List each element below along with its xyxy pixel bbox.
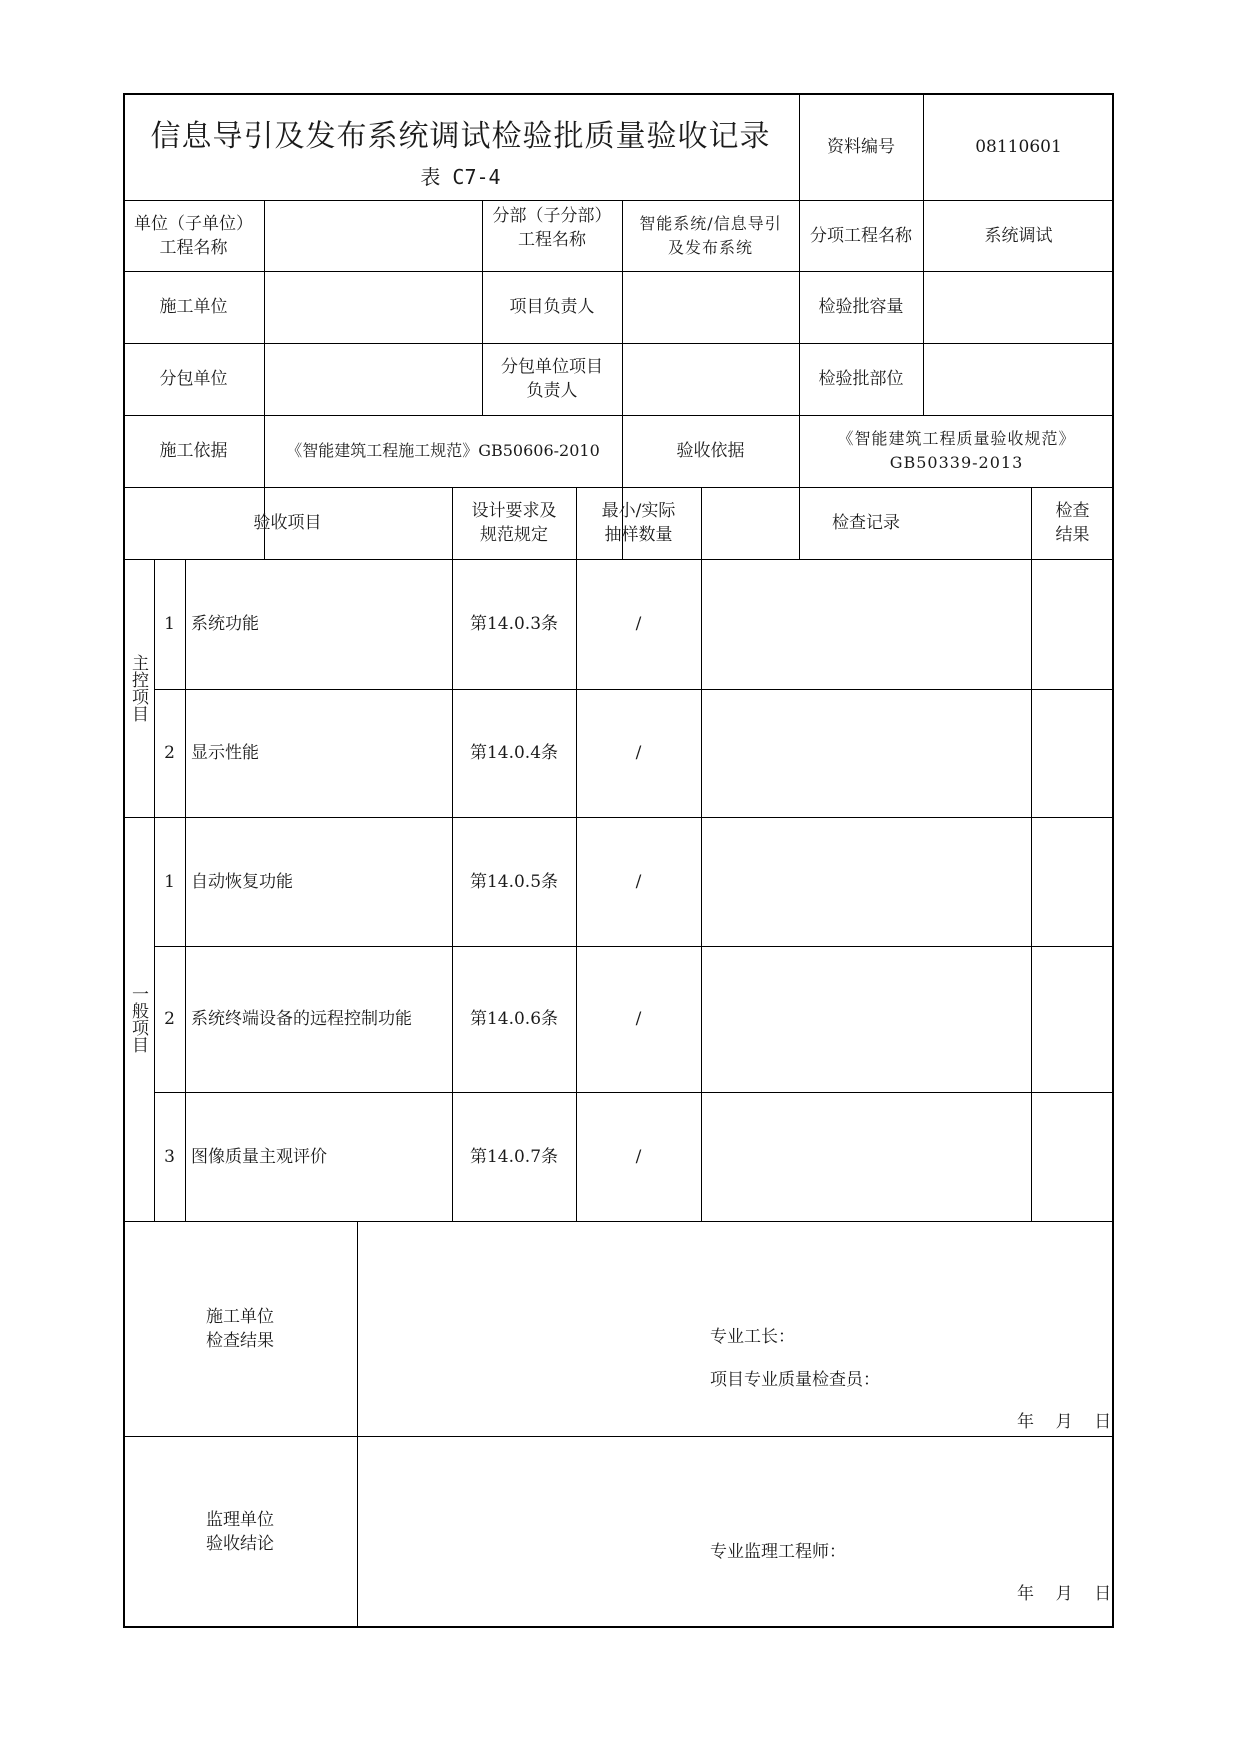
contractor-check-date[interactable]: 年 月 日 bbox=[1017, 1412, 1112, 1432]
contractor-check-label: 施工单位 检查结果 bbox=[206, 1306, 274, 1351]
item-sample[interactable]: / bbox=[635, 1146, 642, 1167]
item-clause: 第14.0.4条 bbox=[469, 743, 559, 763]
item-name: 系统终端设备的远程控制功能 bbox=[191, 1009, 412, 1029]
unit-name-label: 单位（子单位） 工程名称 bbox=[134, 213, 253, 258]
item-result[interactable] bbox=[1031, 689, 1114, 817]
item-sample[interactable]: / bbox=[635, 1009, 642, 1029]
item-record[interactable] bbox=[701, 689, 1031, 817]
row-number: 3 bbox=[164, 1146, 175, 1167]
col-header-sample: 最小/实际 抽样数量 bbox=[601, 501, 676, 545]
item-result[interactable] bbox=[1031, 946, 1114, 1092]
item-result[interactable] bbox=[1031, 1092, 1114, 1221]
col-header-result: 检查 结果 bbox=[1055, 501, 1090, 545]
item-result[interactable] bbox=[1031, 559, 1114, 689]
batch-capacity-value[interactable] bbox=[923, 271, 1114, 343]
contractor-value[interactable] bbox=[264, 271, 482, 343]
form-code: 表 C7-4 bbox=[420, 165, 501, 189]
item-result[interactable] bbox=[1031, 817, 1114, 946]
item-clause: 第14.0.5条 bbox=[469, 871, 559, 892]
row-number: 2 bbox=[164, 743, 175, 763]
subcontractor-label: 分包单位 bbox=[159, 369, 228, 389]
row-number: 1 bbox=[164, 614, 175, 634]
batch-capacity-label: 检验批容量 bbox=[818, 297, 904, 317]
acceptance-basis-label: 验收依据 bbox=[676, 441, 745, 461]
batch-location-label: 检验批部位 bbox=[818, 369, 904, 389]
col-header-design: 设计要求及 规范规定 bbox=[471, 501, 557, 545]
doc-no-label: 资料编号 bbox=[827, 136, 895, 157]
construction-basis-value[interactable]: 《智能建筑工程施工规范》GB50606-2010 bbox=[286, 441, 600, 460]
item-name: 系统功能 bbox=[191, 614, 259, 634]
contractor-label: 施工单位 bbox=[159, 297, 228, 317]
subdivision-value[interactable]: 智能系统/信息导引 及发布系统 bbox=[639, 213, 782, 257]
item-sample[interactable]: / bbox=[635, 871, 642, 892]
row-number: 1 bbox=[164, 871, 175, 892]
col-header-record: 检查记录 bbox=[832, 513, 900, 533]
subdivision-label: 分部（子分部） 工程名称 bbox=[492, 206, 612, 250]
item-name: 显示性能 bbox=[191, 743, 259, 763]
sub-project-manager-value[interactable] bbox=[622, 343, 799, 415]
inspection-record-form bbox=[123, 93, 1114, 1628]
acceptance-basis-value[interactable]: 《智能建筑工程质量验收规范》 GB50339-2013 bbox=[837, 429, 1076, 472]
supervising-engineer-signature-label[interactable]: 专业监理工程师： bbox=[710, 1542, 846, 1562]
subcontractor-value[interactable] bbox=[264, 343, 482, 415]
supervisor-check-date[interactable]: 年 月 日 bbox=[1017, 1584, 1112, 1604]
sub-project-manager-label: 分包单位项目 负责人 bbox=[501, 357, 603, 401]
unit-name-value[interactable] bbox=[264, 200, 482, 271]
item-name: 图像质量主观评价 bbox=[191, 1146, 327, 1167]
project-manager-label: 项目负责人 bbox=[509, 297, 595, 317]
item-sample[interactable]: / bbox=[635, 743, 642, 763]
general-items-group-label: 一般项目 bbox=[128, 985, 148, 1053]
project-manager-value[interactable] bbox=[622, 271, 799, 343]
form-title: 信息导引及发布系统调试检验批质量验收记录 bbox=[150, 119, 771, 154]
item-sample[interactable]: / bbox=[635, 614, 642, 634]
doc-no-value: 08110601 bbox=[975, 136, 1062, 157]
construction-basis-label: 施工依据 bbox=[159, 441, 228, 461]
col-header-item: 验收项目 bbox=[253, 513, 322, 533]
item-record[interactable] bbox=[701, 946, 1031, 1092]
item-record[interactable] bbox=[701, 1092, 1031, 1221]
rule bbox=[357, 1221, 358, 1628]
main-items-group-label: 主控项目 bbox=[128, 654, 148, 722]
foreman-signature-label[interactable]: 专业工长： bbox=[710, 1327, 795, 1347]
quality-inspector-signature-label[interactable]: 项目专业质量检查员： bbox=[710, 1370, 880, 1390]
sub-item-value[interactable]: 系统调试 bbox=[984, 225, 1053, 246]
batch-location-value[interactable] bbox=[923, 343, 1114, 415]
row-number: 2 bbox=[164, 1009, 175, 1029]
item-record[interactable] bbox=[701, 559, 1031, 689]
item-clause: 第14.0.3条 bbox=[469, 614, 559, 634]
item-clause: 第14.0.7条 bbox=[469, 1146, 559, 1167]
item-clause: 第14.0.6条 bbox=[469, 1009, 559, 1029]
sub-item-label: 分项工程名称 bbox=[810, 225, 912, 246]
supervisor-check-label: 监理单位 验收结论 bbox=[206, 1510, 274, 1554]
item-record[interactable] bbox=[701, 817, 1031, 946]
item-name: 自动恢复功能 bbox=[191, 871, 293, 892]
